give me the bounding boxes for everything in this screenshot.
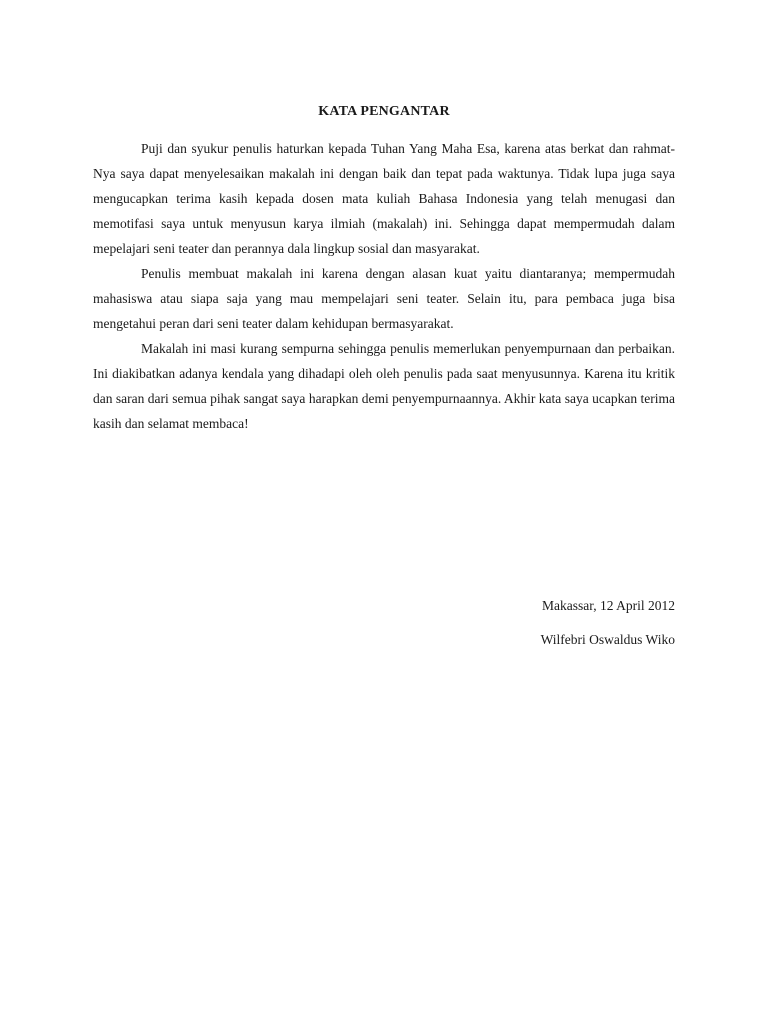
- signature-name: Wilfebri Oswaldus Wiko: [540, 632, 675, 647]
- paragraph-3: Makalah ini masi kurang sempurna sehingga penulis memerlukan penyempurnaan dan perbaikan. Ini diakibatkan adanya kendala yang dihadapi oleh oleh penulis pada saat menyusunnya. Karena itu kritik dan saran dari semua pihak sangat saya harapkan demi penyempurnaannya. Akhir kata saya ucapkan terima kasih dan selamat membaca!: [93, 341, 675, 431]
- paragraph-2: Penulis membuat makalah ini karena dengan alasan kuat yaitu diantaranya; mempermudah mahasiswa atau siapa saja yang mau mempelajari seni teater. Selain itu, para pembaca juga bisa mengetahui peran dari seni teater dalam kehidupan bermasyarakat.: [93, 266, 675, 331]
- document-title: KATA PENGANTAR: [318, 104, 450, 119]
- paragraph-1: Puji dan syukur penulis haturkan kepada Tuhan Yang Maha Esa, karena atas berkat dan rahmat-Nya saya dapat menyelesaikan makalah ini dengan baik dan tepat pada waktunya. Tidak lupa juga saya mengucapkan terima kasih kepada dosen mata kuliah Bahasa Indonesia yang telah menugasi dan memotifasi saya untuk menyusun karya ilmiah (makalah) ini. Sehingga dapat mempermudah dalam mepelajari seni teater dan perannya dala lingkup sosial dan masyarakat.: [93, 141, 675, 256]
- signature-place-date: Makassar, 12 April 2012: [542, 598, 675, 613]
- document-body: [93, 136, 675, 436]
